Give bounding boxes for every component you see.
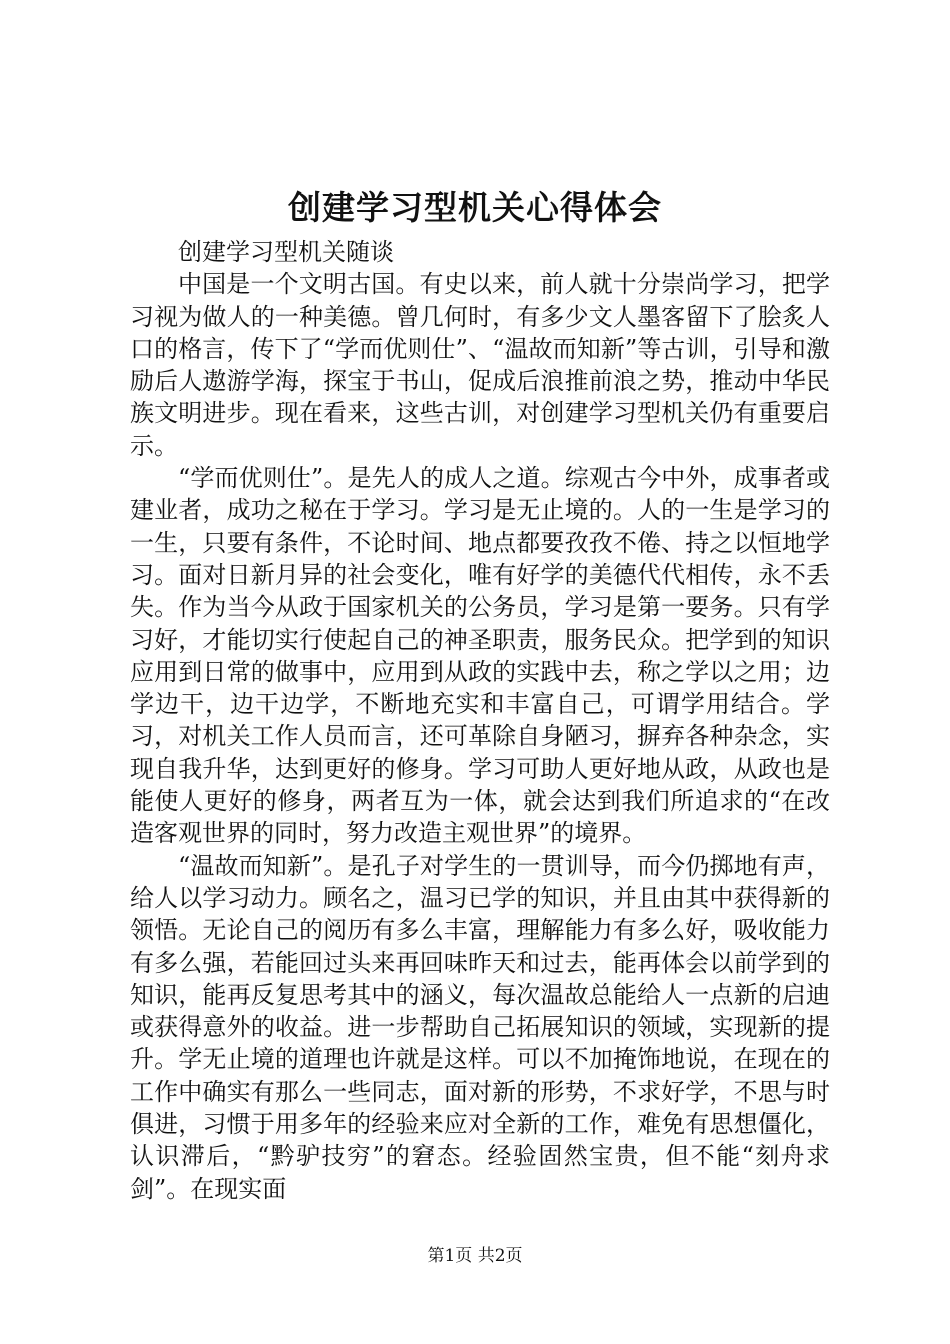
document-body — [130, 236, 830, 1205]
body-paragraph: “学而优则仕”。是先人的成人之道。综观古今中外，成事者或建业者，成功之秘在于学习。学习是无止境的。人的一生是学习的一生，只要有条件，不论时间、地点都要孜孜不倦、持之以恒地学习。面对日新月异的社会变化，唯有好学的美德代代相传，永不丢失。作为当今从政于国家机关的公务员，学习是第一要务。只有学习好，才能切实行使起自己的神圣职责，服务民众。把学到的知识应用到日常的做事中，应用到从政的实践中去，称之学以之用；边学边干，边干边学，不断地充实和丰富自己，可谓学用结合。学习，对机关工作人员而言，还可革除自身陋习，摒弃各种杂念，实现自我升华，达到更好的修身。学习可助人更好地从政，从政也是能使人更好的修身，两者互为一体，就会达到我们所追求的“在改造客观世界的同时，努力改造主观世界”的境界。 — [130, 464, 830, 848]
body-paragraph: “温故而知新”。是孔子对学生的一贯训导，而今仍掷地有声，给人以学习动力。顾名之，温习已学的知识，并且由其中获得新的领悟。无论自己的阅历有多么丰富，理解能力有多么好，吸收能力有多么强，若能回过头来再回味昨天和过去，能再体会以前学到的知识，能再反复思考其中的涵义，每次温故总能给人一点新的启迪或获得意外的收益。进一步帮助自己拓展知识的领域，实现新的提升。学无止境的道理也许就是这样。可以不加掩饰地说，在现在的工作中确实有那么一些同志，面对新的形势，不求好学，不思与时俱进，习惯于用多年的经验来应对全新的工作，难免有思想僵化，认识滞后，“黔驴技穷”的窘态。经验固然宝贵，但不能“刻舟求剑”。在现实面 — [130, 851, 830, 1203]
page-footer: 第1页 共2页 — [427, 1246, 523, 1266]
subtitle-paragraph: 创建学习型机关随谈 — [178, 238, 394, 266]
body-paragraph: 中国是一个文明古国。有史以来，前人就十分崇尚学习，把学习视为做人的一种美德。曾几何时，有多少文人墨客留下了脍炙人口的格言，传下了“学而优则仕”、“温故而知新”等古训，引导和激励后人遨游学海，探宝于书山，促成后浪推前浪之势，推动中华民族文明进步。现在看来，这些古训，对创建学习型机关仍有重要启示。 — [130, 270, 830, 460]
document-title: 创建学习型机关心得体会 — [288, 188, 662, 227]
